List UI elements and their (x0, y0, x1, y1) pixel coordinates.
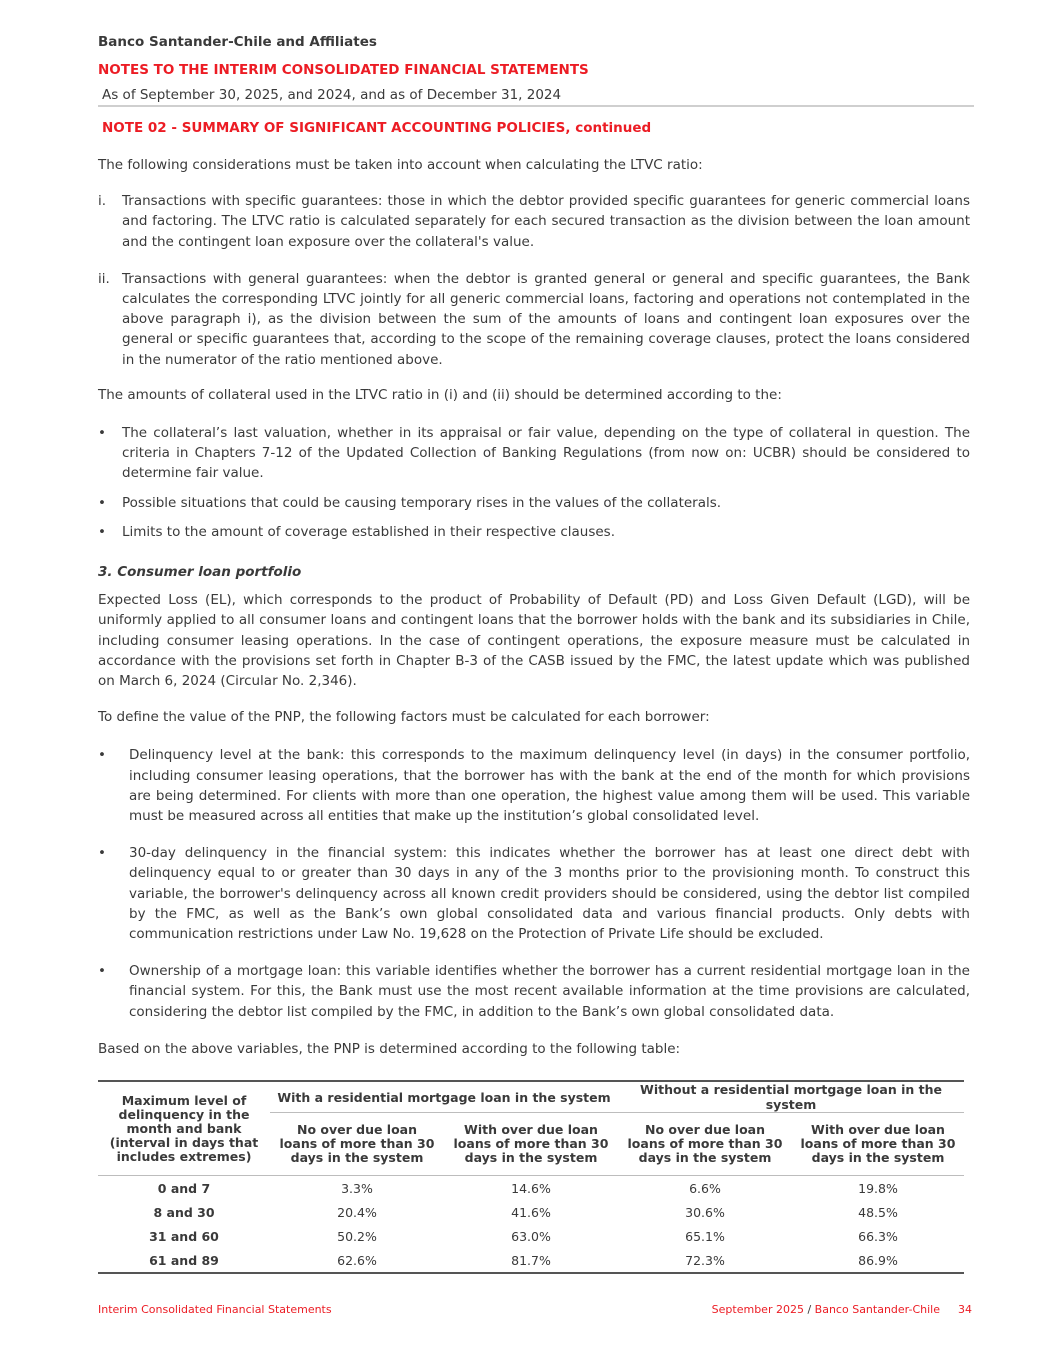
footer-bank: Banco Santander-Chile (814, 1303, 940, 1316)
footer-date: September 2025 (711, 1303, 804, 1316)
table-cell: 3.3% (341, 1180, 373, 1196)
list-marker: ii. (98, 270, 110, 287)
ltvc-intro: The following considerations must be taken into account when calculating the LTVC ratio: (98, 157, 703, 173)
table-row (98, 1176, 964, 1201)
group-header-without-mortgage: Without a residential mortgage loan in the system (618, 1081, 964, 1113)
column-header: No over due loan loans of more than 30 days in the system (270, 1113, 444, 1176)
pnp-intro: To define the value of the PNP, the following factors must be calculated for each borrower: (98, 709, 710, 726)
list-text: Ownership of a mortgage loan: this variable identifies whether the borrower has a current residential mortgage loan in the financial system. For this, the Bank must use the most recent available information at the time provisions are calculated, considering the debtor list compiled by the FMC, in addition to the Bank’s own global consolidated data. (129, 963, 970, 1020)
list-item (98, 961, 970, 1022)
table-cell: 65.1% (685, 1228, 725, 1244)
list-text: The collateral’s last valuation, whether in its appraisal or fair value, depending on the type of collateral in question. The criteria in Chapters 7-12 of the Updated Collection of Banking Regulations (from now on: UCBR) should be considered to determine fair value. (122, 425, 970, 482)
company-name: Banco Santander-Chile and Affiliates (98, 34, 377, 50)
list-text: 30-day delinquency in the financial system: this indicates whether the borrower has at least one direct debt with delinquency equal to or greater than 30 days in any of the 3 months prior to the provisioning month. To construct this variable, the borrower's delinquency across all known credit providers should be considered, using the debtor list compiled by the FMC, as well as the Bank’s own global consolidated data and various financial products. Only debts with communication restrictions under Law No. 19,628 on the Protection of Private Life should be excluded. (129, 845, 970, 943)
date-line: As of September 30, 2025, and 2024, and as of December 31, 2024 (102, 87, 562, 103)
table-cell: 20.4% (337, 1204, 377, 1220)
list-item (98, 423, 970, 484)
table-row (98, 1224, 964, 1248)
table-cell: 19.8% (858, 1180, 898, 1196)
list-item (98, 843, 970, 944)
header-divider (98, 105, 974, 107)
table-cell: 30.6% (685, 1204, 725, 1220)
list-item (98, 191, 970, 252)
list-item (98, 745, 970, 826)
row-label: 8 and 30 (153, 1204, 215, 1220)
consumer-section (98, 562, 970, 1059)
table-cell: 63.0% (511, 1228, 551, 1244)
list-text: Possible situations that could be causing temporary rises in the values of the collaterals. (122, 494, 722, 511)
row-header-cell: Maximum level of delinquency in the month and bank (interval in days that includes extremes) (98, 1081, 270, 1176)
bullet-marker: • (98, 747, 106, 764)
table-cell: 41.6% (511, 1204, 551, 1220)
group-header-with-mortgage: With a residential mortgage loan in the system (270, 1081, 618, 1113)
expected-loss-paragraph: Expected Loss (EL), which corresponds to the product of Probability of Default (PD) and Loss Given Default (LGD), will be uniformly applied to all consumer loans and contingent loans that the borrower holds with the bank and its subsidiaries in Chile, including consumer leasing operations. In the case of contingent operations, the exposure measure must be calculated in accordance with the provisions set forth in Chapter B-3 of the CASB issued by the FMC, the latest update which was published on March 6, 2024 (Circular No. 2,346). (98, 592, 970, 690)
row-label: 0 and 7 (157, 1180, 211, 1196)
table-cell: 72.3% (618, 1248, 792, 1273)
list-text: Delinquency level at the bank: this corresponds to the maximum delinquency level (in days) in the consumer portfolio, including consumer leasing operations, that the borrower has with the bank at the end of the month for which provisions are being determined. For clients with more than one operation, the highest value among them will be used. This variable must be measured across all entities that make up the institution’s global consolidated level. (129, 747, 970, 825)
bullet-marker: • (98, 845, 106, 862)
table-intro: Based on the above variables, the PNP is determined according to the following table: (98, 1040, 681, 1057)
footer-title: Interim Consolidated Financial Statements (98, 1303, 332, 1316)
note-title: NOTE 02 - SUMMARY OF SIGNIFICANT ACCOUNTING POLICIES, continued (102, 120, 652, 136)
bullet-marker: • (98, 963, 106, 980)
bullet-marker: • (98, 523, 106, 540)
page-number: 34 (958, 1303, 972, 1316)
table-group-header-row (98, 1081, 964, 1113)
row-label: 31 and 60 (149, 1228, 219, 1244)
table-row (98, 1200, 964, 1224)
table-cell: 48.5% (858, 1204, 898, 1220)
table-cell: 86.9% (792, 1248, 964, 1273)
bullet-marker: • (98, 425, 106, 442)
list-text: Transactions with general guarantees: when the debtor is granted general or general and specific guarantees, the Bank calculates the corresponding LTVC jointly for all generic commercial loans, factoring and operations not contemplated in the above paragraph i), as the division between the sum of the amounts of loans and contingent loan exposures over the general or specific guarantees that, according to the scope of the remaining coverage clauses, protect the loans considered in the numerator of the ratio mentioned above. (122, 270, 970, 368)
table-cell: 66.3% (858, 1228, 898, 1244)
collateral-intro: The amounts of collateral used in the LTVC ratio in (i) and (ii) should be determined according to the: (98, 386, 782, 403)
list-item (98, 493, 970, 513)
section-heading: 3. Consumer loan portfolio (98, 564, 302, 580)
bullet-marker: • (98, 494, 106, 511)
footer-separator: / (803, 1303, 815, 1316)
list-text: Limits to the amount of coverage established in their respective clauses. (122, 523, 615, 540)
table-row (98, 1248, 964, 1273)
table-cell: 50.2% (337, 1228, 377, 1244)
list-item (98, 269, 970, 370)
table-cell: 14.6% (511, 1180, 551, 1196)
row-label: 61 and 89 (98, 1248, 270, 1273)
column-header: With over due loan loans of more than 30 days in the system (444, 1113, 618, 1176)
footer-right (712, 1303, 972, 1316)
list-item (98, 522, 970, 542)
table-cell: 6.6% (689, 1180, 721, 1196)
pnp-table (98, 1080, 964, 1274)
column-header: With over due loan loans of more than 30 days in the system (792, 1113, 964, 1176)
column-header: No over due loan loans of more than 30 days in the system (618, 1113, 792, 1176)
table-cell: 81.7% (444, 1248, 618, 1273)
table-cell: 62.6% (270, 1248, 444, 1273)
list-text: Transactions with specific guarantees: those in which the debtor provided specific guarantees for generic commercial loans and factoring. The LTVC ratio is calculated separately for each secured transaction as the division between the loan amount and the contingent loan exposure over the collateral's value. (122, 193, 970, 250)
ltvc-section (98, 155, 970, 542)
notes-title: NOTES TO THE INTERIM CONSOLIDATED FINANCIAL STATEMENTS (98, 62, 589, 78)
list-marker: i. (98, 193, 107, 210)
